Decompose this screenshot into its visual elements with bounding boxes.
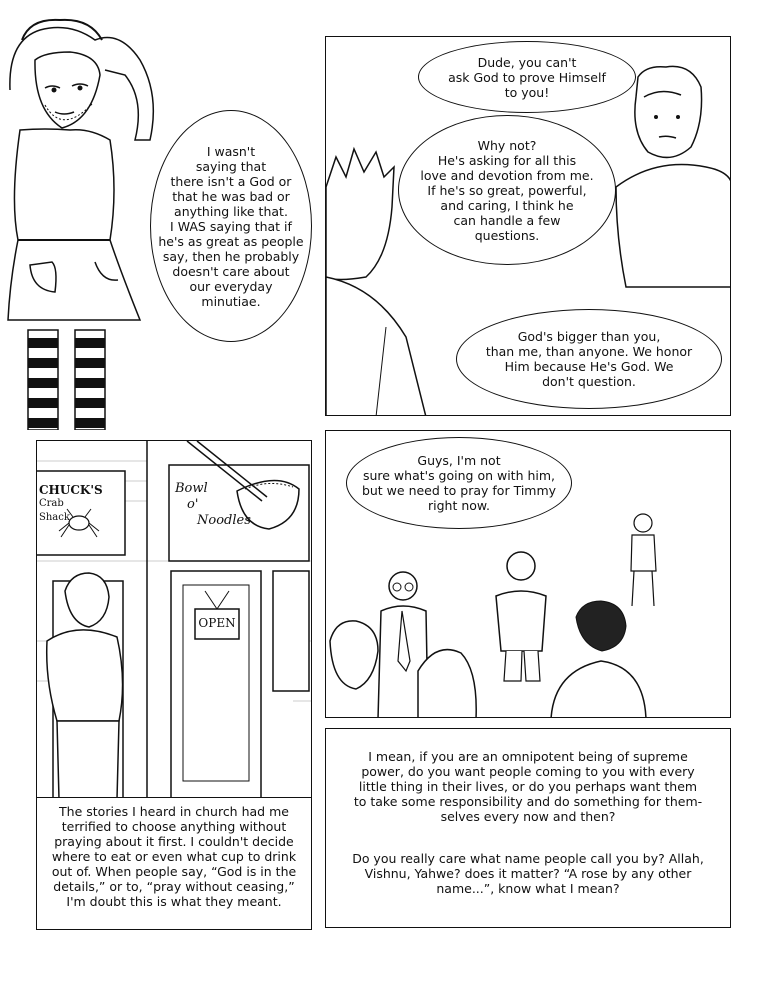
panel-2-speech-balloon-2: Why not? He's asking for all this love and devotion from me. If he's so great, powerful, and caring, I think he can handle a few questions. (398, 115, 616, 265)
panel-3-caption: The stories I heard in church had me terrified to choose anything without praying about it first. I couldn't decide where to eat or even what cup to drink out of. When people say, “God is in the details,” or to, “pray without ceasing,” I'm doubt this is what they meant. (51, 804, 297, 909)
chucks-sign-text: CHUCK'S Crab Shack (39, 483, 103, 523)
panel-3-caption-box (36, 797, 312, 930)
panel-5-paragraph-2: Do you really care what name people call you by? Allah, Vishnu, Yahwe? does it matter? “A rose by any other name...”, know what I mean? (352, 851, 704, 896)
panel-2-speech-balloon-3: God's bigger than you, than me, than anyone. We honor Him because He's God. We don't question. (456, 309, 722, 409)
panel-1 (0, 0, 320, 430)
panel-2 (325, 36, 731, 416)
open-door-sign: OPEN (198, 616, 236, 630)
panel-1-balloon-text: I wasn't saying that there isn't a God or that he was bad or anything like that. I WAS saying that if he's as great as people say, then he probably doesn't care about our everyday minutiae. (158, 143, 304, 309)
panel-5-paragraph-1: I mean, if you are an omnipotent being of supreme power, do you want people coming to you with every little thing in their lives, or do you perhaps want them to take some responsibility and do something for them- selves every now and then? (353, 749, 703, 824)
panel-4 (325, 430, 731, 718)
panel-5-text-box (325, 728, 731, 928)
noodles-sign-text: Bowl o' Noodles (175, 481, 251, 528)
panel-3 (36, 440, 312, 798)
panel-2-speech-balloon-1: Dude, you can't ask God to prove Himself to you! (418, 41, 636, 113)
panel-4-speech-balloon: Guys, I'm not sure what's going on with him, but we need to pray for Timmy right now. (346, 437, 572, 529)
panel-1-speech-balloon (150, 110, 312, 342)
